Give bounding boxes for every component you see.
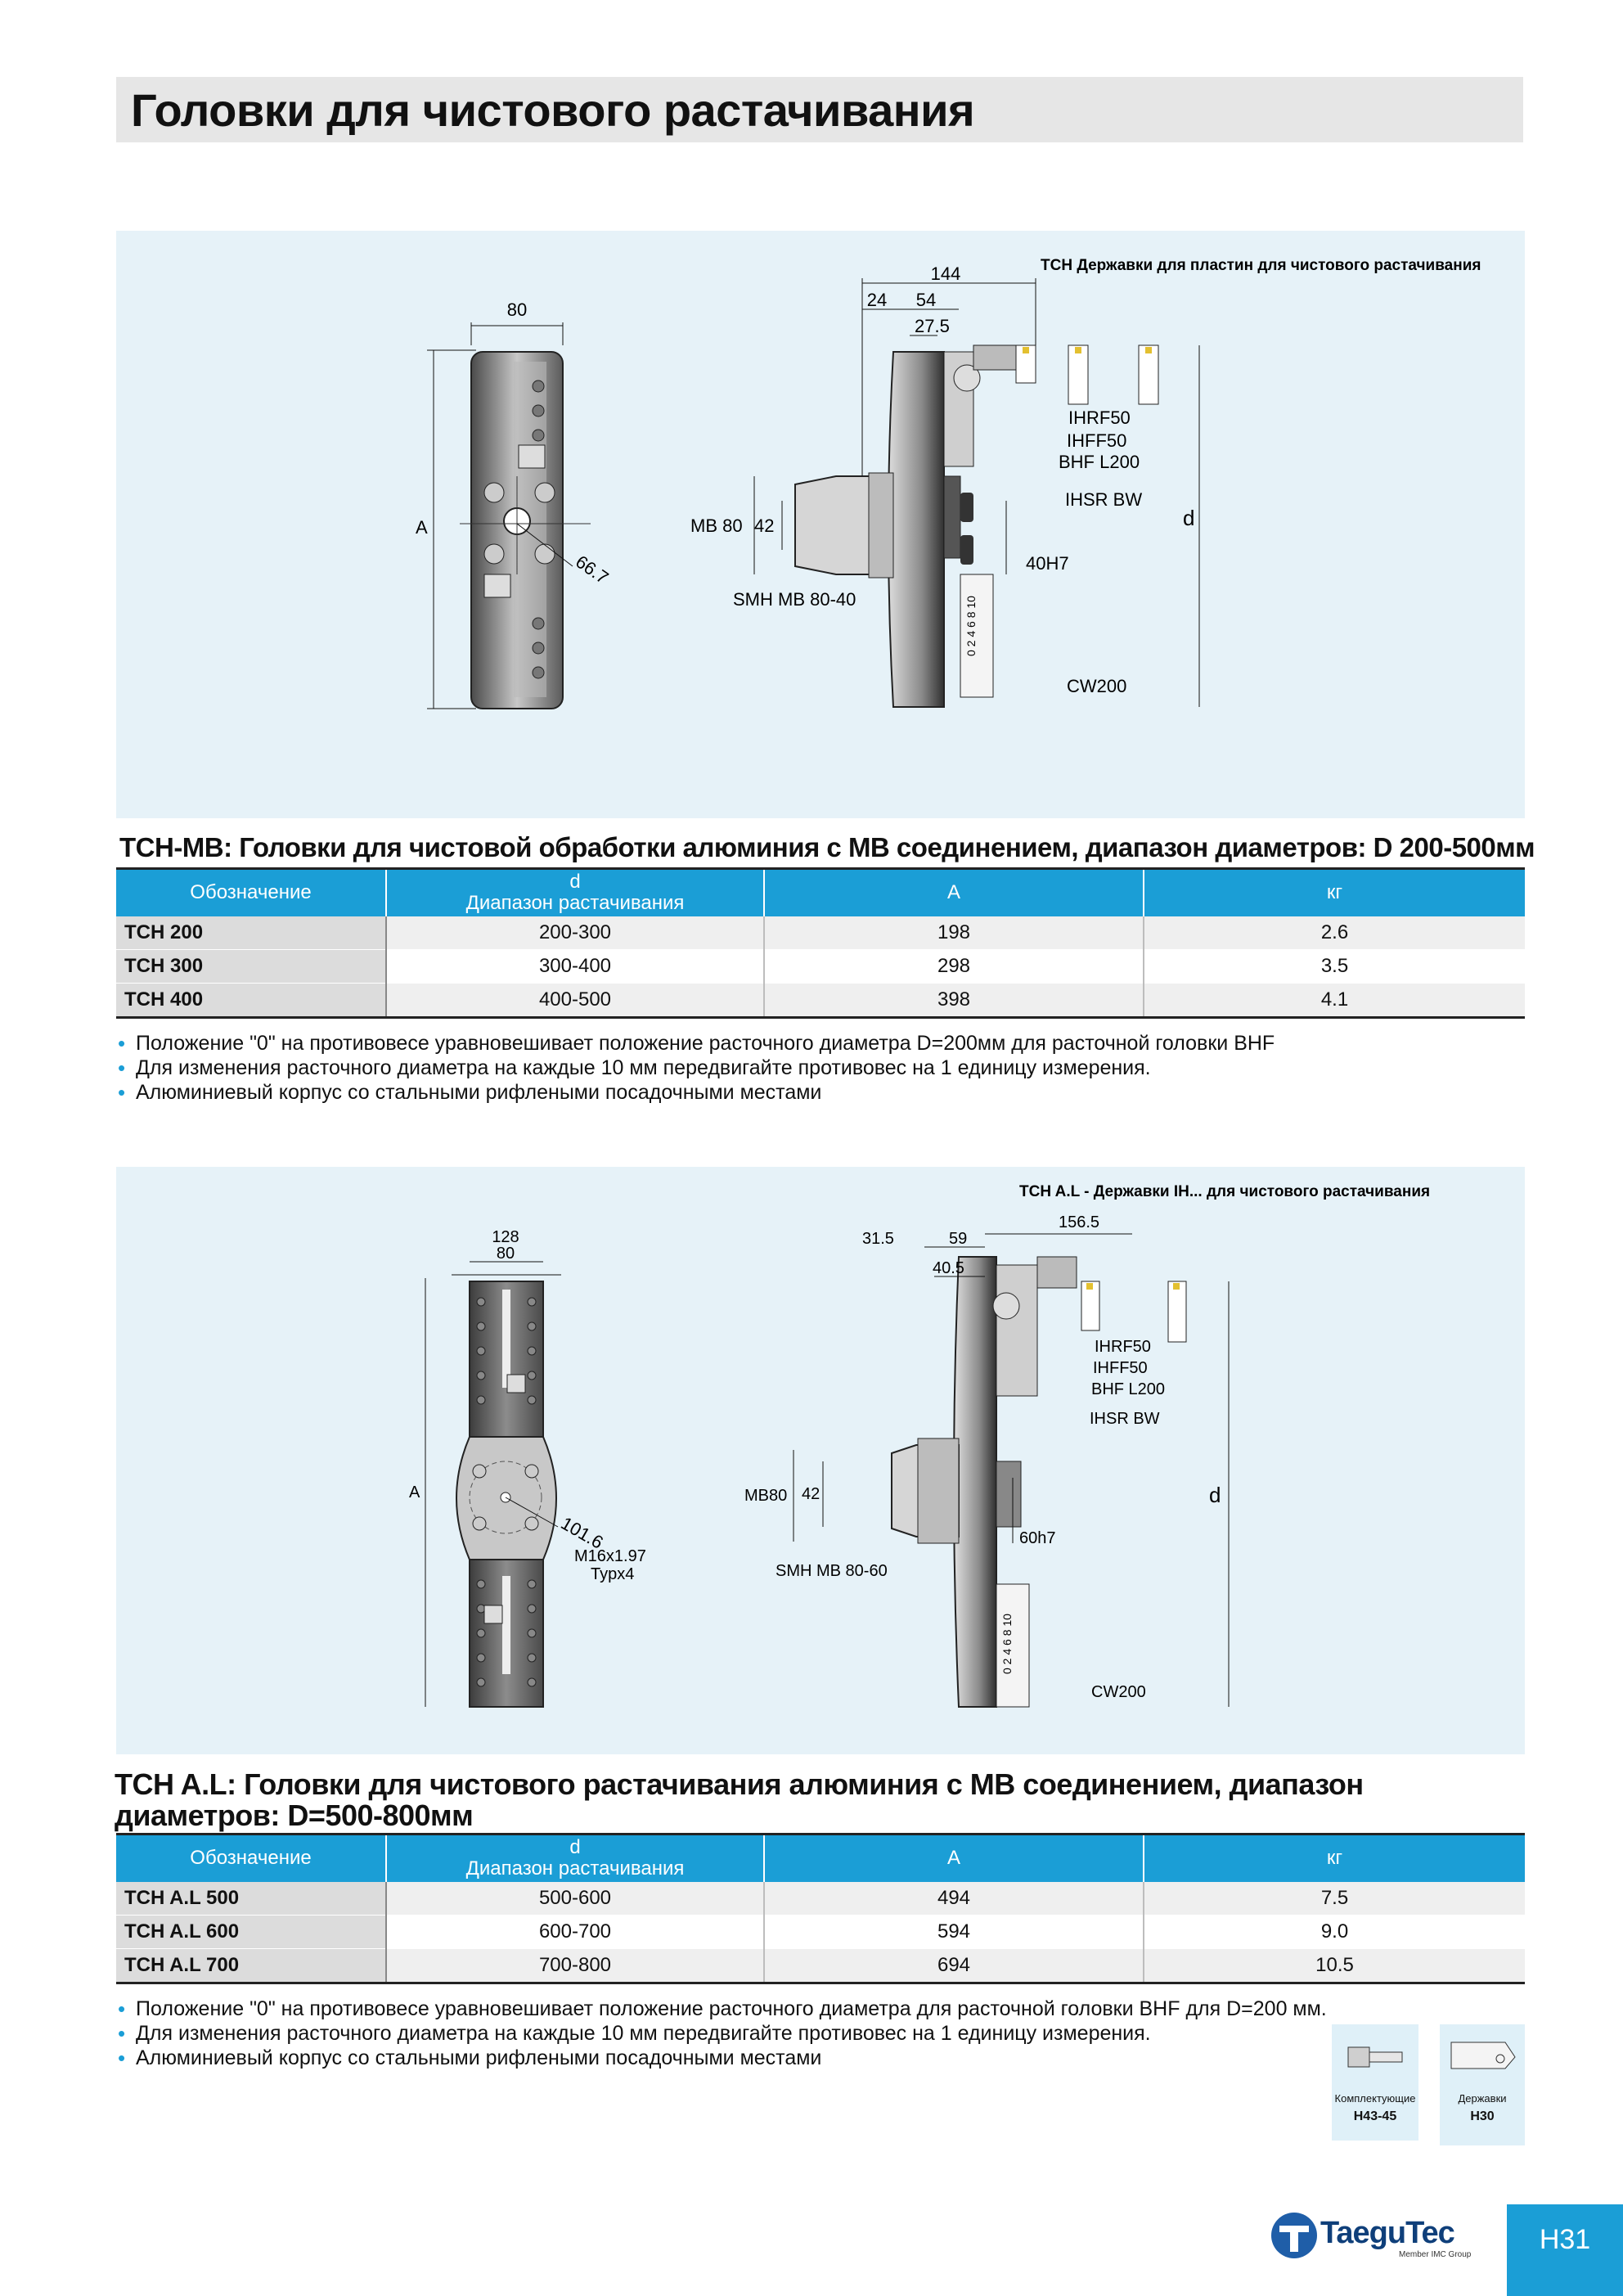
- note-item: • Алюминиевый корпус со стальными рифлеными посадочными местами: [116, 2046, 1327, 2070]
- spec-table-tch-mb: [116, 867, 1525, 1019]
- cell-range: 500-600: [386, 1882, 764, 1916]
- cell-a: 398: [764, 983, 1144, 1017]
- ref-holders[interactable]: [1440, 2024, 1525, 2145]
- label-smh: SMH MB 80-40: [733, 589, 856, 610]
- scale-text: 0 2 4 6 8 10: [1000, 1614, 1014, 1674]
- dim-144: 144: [930, 263, 961, 284]
- col-header-a: A: [764, 1835, 1144, 1882]
- dim-a: A: [416, 517, 428, 538]
- spec-table-tch-al: [116, 1833, 1525, 1984]
- ref-accessories-page: H43-45: [1353, 2109, 1397, 2123]
- col-header-d-range: Диапазон растачивания: [465, 892, 685, 915]
- brand-name: TaeguTec: [1320, 2216, 1454, 2250]
- dim-59: 59: [949, 1230, 968, 1248]
- dim-27: 27.5: [915, 316, 950, 336]
- label-cw200: CW200: [1067, 676, 1127, 696]
- cell-kg: 3.5: [1144, 949, 1525, 983]
- dim-80: 80: [496, 1245, 515, 1263]
- cell-a: 198: [764, 916, 1144, 950]
- section1-title: TCH-MB: Головки для чистовой обработки алюминия с MB соединением, диапазон диаметров: D 200-500мм: [119, 832, 1535, 862]
- cell-range: 600-700: [386, 1915, 764, 1948]
- brand-logo: [1268, 2209, 1481, 2267]
- label-ihsr: IHSR BW: [1090, 1410, 1160, 1428]
- diagram-header-1: TCH Державки для пластин для чистового растачивания: [1041, 257, 1481, 274]
- ref-accessories[interactable]: [1332, 2024, 1418, 2141]
- cell-designation: TCH A.L 500: [116, 1882, 386, 1916]
- label-ihsr: IHSR BW: [1065, 489, 1143, 510]
- dim-24: 24: [866, 290, 888, 310]
- dim-40h7: 40H7: [1026, 553, 1069, 574]
- label-bhf: BHF L200: [1091, 1380, 1166, 1398]
- dim-66: 66.7: [572, 551, 613, 588]
- holder-icon: [1440, 2024, 1525, 2090]
- dim-mb80: MB80: [744, 1487, 788, 1505]
- col-header-d-symbol: d: [569, 871, 581, 894]
- page-number-tab: [1507, 2204, 1623, 2296]
- table-row: [116, 1915, 1525, 1948]
- note-item: • Положение "0" на противовесе уравновешивает положение расточного диаметра для расточной головки BHF для D=200 мм.: [116, 1997, 1327, 2021]
- table-row: [116, 916, 1525, 950]
- cell-a: 694: [764, 1948, 1144, 1983]
- diagram-tch-al: [116, 1167, 1525, 1754]
- note-item: • Положение "0" на противовесе уравновешивает положение расточного диаметра D=200мм для расточной головки BHF: [116, 1031, 1523, 1056]
- col-header-designation: Обозначение: [116, 1835, 386, 1882]
- brand-sub: Member IMC Group: [1399, 2250, 1472, 2259]
- label-ihff50: IHFF50: [1093, 1359, 1148, 1377]
- dim-42: 42: [802, 1485, 820, 1503]
- cell-a: 594: [764, 1915, 1144, 1948]
- label-ihrf50: IHRF50: [1095, 1338, 1151, 1356]
- cell-a: 494: [764, 1882, 1144, 1916]
- diagram-tch-mb: [116, 231, 1525, 818]
- dim-d: d: [1209, 1483, 1221, 1507]
- label-cw200: CW200: [1091, 1683, 1146, 1701]
- section1-notes: [116, 1031, 1523, 1105]
- taegutec-logo-icon: [1268, 2209, 1320, 2262]
- cell-designation: TCH 200: [116, 916, 386, 950]
- dim-d: d: [1183, 506, 1195, 530]
- tch-al-drawing: [116, 1167, 1525, 1754]
- dim-54: 54: [915, 290, 937, 310]
- section2-notes: [116, 1997, 1327, 2070]
- label-smh: SMH MB 80-60: [776, 1562, 888, 1580]
- cell-designation: TCH 300: [116, 949, 386, 983]
- dim-156: 156.5: [1059, 1213, 1100, 1231]
- col-header-kg: кг: [1144, 869, 1525, 916]
- table-row: [116, 1948, 1525, 1983]
- cell-kg: 4.1: [1144, 983, 1525, 1017]
- table-row: [116, 1882, 1525, 1916]
- dim-31: 31.5: [862, 1230, 894, 1248]
- ref-holders-page: H30: [1470, 2109, 1495, 2123]
- cell-kg: 10.5: [1144, 1948, 1525, 1983]
- page-title: Головки для чистового растачивания: [131, 84, 975, 136]
- cell-range: 400-500: [386, 983, 764, 1017]
- cell-kg: 9.0: [1144, 1915, 1525, 1948]
- note-item: • Для изменения расточного диаметра на каждые 10 мм передвигайте противовес на 1 единицу измерения.: [116, 1056, 1523, 1080]
- dim-101: 101.6: [557, 1512, 607, 1553]
- label-bhf: BHF L200: [1059, 452, 1140, 472]
- col-header-d-range: Диапазон растачивания: [465, 1857, 685, 1880]
- cell-designation: TCH A.L 600: [116, 1915, 386, 1948]
- col-header-designation: Обозначение: [116, 869, 386, 916]
- cell-a: 298: [764, 949, 1144, 983]
- dim-42: 42: [754, 515, 775, 536]
- label-ihrf50: IHRF50: [1068, 407, 1131, 428]
- dim-80: 80: [506, 299, 528, 320]
- label-m16: M16x1.97: [574, 1547, 646, 1565]
- dim-mb80: MB 80: [690, 515, 743, 536]
- cell-range: 200-300: [386, 916, 764, 950]
- tch-mb-drawing: [116, 231, 1525, 818]
- cell-designation: TCH 400: [116, 983, 386, 1017]
- ref-accessories-label: Комплектующие: [1334, 2092, 1416, 2105]
- cell-kg: 7.5: [1144, 1882, 1525, 1916]
- note-item: • Алюминиевый корпус со стальными рифлеными посадочными местами: [116, 1080, 1523, 1105]
- cell-designation: TCH A.L 700: [116, 1948, 386, 1983]
- label-typ: Typx4: [591, 1565, 635, 1583]
- note-item: • Для изменения расточного диаметра на каждые 10 мм передвигайте противовес на 1 единицу измерения.: [116, 2021, 1327, 2046]
- page-number: H31: [1539, 2224, 1591, 2255]
- diagram-header-2: TCH A.L - Державки IH... для чистового растачивания: [1019, 1183, 1431, 1200]
- dim-128: 128: [492, 1228, 519, 1246]
- col-header-kg: кг: [1144, 1835, 1525, 1882]
- section2-title: TCH A.L: Головки для чистового растачивания алюминия с MB соединением, диапазон диаметров: D=500-800мм: [115, 1767, 1364, 1832]
- dim-40: 40.5: [933, 1259, 964, 1277]
- col-header-d-symbol: d: [569, 1836, 581, 1859]
- page-title-bar: [116, 77, 1523, 142]
- table-row: [116, 949, 1525, 983]
- table-row: [116, 983, 1525, 1017]
- dim-60h7: 60h7: [1019, 1529, 1056, 1547]
- cell-range: 700-800: [386, 1948, 764, 1983]
- dim-a: A: [409, 1483, 420, 1501]
- screw-icon: [1332, 2024, 1418, 2090]
- cell-kg: 2.6: [1144, 916, 1525, 950]
- col-header-d: [386, 869, 764, 916]
- label-ihff50: IHFF50: [1067, 430, 1127, 451]
- col-header-d: [386, 1835, 764, 1882]
- scale-text: 0 2 4 6 8 10: [964, 596, 978, 656]
- cell-range: 300-400: [386, 949, 764, 983]
- ref-holders-label: Державки: [1458, 2092, 1507, 2105]
- col-header-a: A: [764, 869, 1144, 916]
